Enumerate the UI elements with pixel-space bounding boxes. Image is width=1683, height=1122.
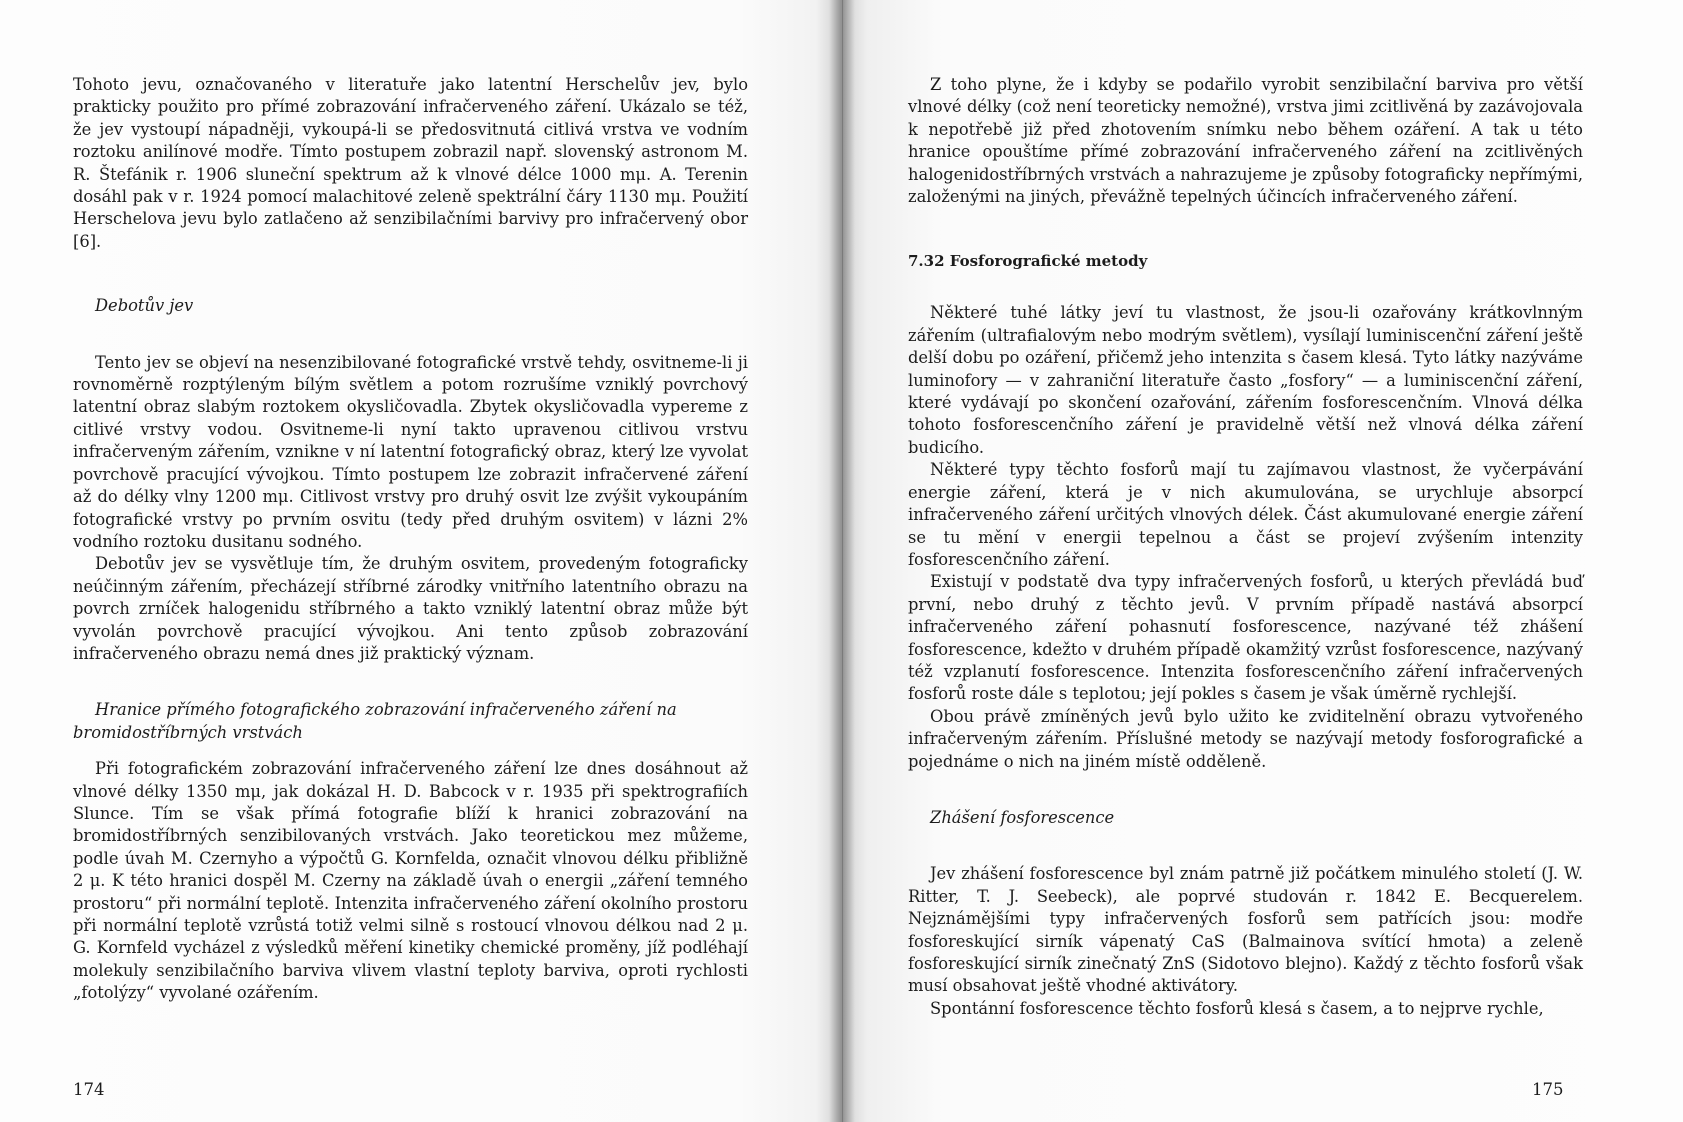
right-page-text <box>908 74 1583 1020</box>
page-number: 175 <box>1532 1080 1564 1099</box>
paragraph: Z toho plyne, že i kdyby se podařilo vyrobit senzibilační barviva pro větší vlnové délky (což není teoreticky nemožné), vrstva jimi zcitlivěná by zazávojovala k nepotřebě již před zhotovením snímku nebo během ozáření. A tak u této hranice opouštíme přímé zobrazování infračerveného záření na zcitlivěných halogenidostříbrných vrstvách a nahrazujeme je způsoby fotograficky nepřímými, založenými na jiných, převážně tepelných účincích infračerveného záření. <box>908 75 1583 207</box>
right-page <box>842 0 1683 1122</box>
paragraph: Existují v podstatě dva typy infračervených fosforů, u kterých převládá buď první, nebo druhý z těchto jevů. V prvním případě nastává absorpcí infračerveného záření pohasnutí fosforescence, nazývané též zhášení fosforescence, kdežto v druhém případě okamžitý vzrůst fosforescence, nazývaný též vzplanutí fosforescence. Intenzita fosforescenčního záření infračervených fosforů roste dále s teplotou; její pokles s časem je však úměrně rychlejší. <box>908 572 1583 704</box>
paragraph: Tohoto jevu, označovaného v literatuře jako latentní Herschelův jev, bylo prakticky použito pro přímé zobrazování infračerveného záření. Ukázalo se též, že jev vystoupí nápadněji, vykoupá-li se předosvitnutá citlivá vrstva ve vodním roztoku anilínové modře. Tímto postupem zobrazil např. slovenský astronom M. R. Štefánik r. 1906 sluneční spektrum až k vlnové délce 1000 mμ. A. Terenin dosáhl pak v r. 1924 pomocí malachitové zeleně spektrální čáry 1130 mμ. Použití Herschelova jevu bylo zatlačeno až senzibilačními barvivy pro infračervený obor [6]. <box>73 75 748 251</box>
left-page <box>0 0 841 1122</box>
section-title: Fosforografické metody <box>949 252 1148 271</box>
section-number: 7.32 <box>908 252 945 271</box>
paragraph: Spontánní fosforescence těchto fosforů klesá s časem, a to nejprve rychle, <box>930 998 1544 1018</box>
left-page-text <box>73 74 748 1005</box>
page-number: 174 <box>73 1080 105 1099</box>
paragraph: Debotův jev se vysvětluje tím, že druhým osvitem, provedeným fotograficky neúčinným zářením, přecházejí stříbrné zárodky vnitřního latentního obrazu na povrch zrníček halogenidu stříbrného a takto vzniklý latentní obraz může být vyvolán povrchově pracující vývojkou. Ani tento způsob zobrazování infračerveného obrazu nemá dnes již praktický význam. <box>73 554 748 663</box>
paragraph: Při fotografickém zobrazování infračerveného záření lze dnes dosáhnout až vlnové délky 1350 mμ, jak dokázal H. D. Babcock v r. 1935 při spektrografiích Slunce. Tím se však přímá fotografie blíží k hranici zobrazování na bromidostříbrných senzibilovaných vrstvách. Jako teoretickou mez můžeme, podle úvah M. Czernyho a výpočtů G. Kornfelda, označit vlnovou délku přibližně 2 μ. K této hranici dospěl M. Czerny na základě úvah o energii „záření temného prostoru“ při normální teplotě. Intenzita infračerveného záření okolního prostoru při normální teplotě vzrůstá totiž velmi silně s rostoucí vlnovou délkou nad 2 μ. G. Kornfeld vycházel z výsledků měření kinetiky chemické proměny, jíž podléhají molekuly senzibilačního barviva vlivem vlastní teploty barviva, oproti rychlosti „fotolýzy“ vyvolané ozářením. <box>73 759 748 1003</box>
paragraph: Některé tuhé látky jeví tu vlastnost, že jsou-li ozařovány krátkovlnným zářením (ultrafialovým nebo modrým světlem), vysílají luminiscenční záření ještě delší dobu po ozáření, přičemž jeho intenzita s časem klesá. Tyto látky nazýváme luminofory — v zahraniční literatuře často „fosfory“ — a luminiscenční záření, které vydávají po skončení ozařování, zářením fosforescenčním. Vlnová délka tohoto fosforescenčního záření je pravidelně větší než vlnová délka záření budicího. <box>908 303 1583 457</box>
subheading: Debotův jev <box>95 296 194 316</box>
section-heading <box>908 250 1583 272</box>
subheading: Hranice přímého fotografického zobrazování infračerveného záření na bromidostříbrných vrstvách <box>73 700 677 742</box>
paragraph: Některé typy těchto fosforů mají tu zajímavou vlastnost, že vyčerpávání energie záření, která je v nich akumulována, se urychluje absorpcí infračerveného záření určitých vlnových délek. Část akumulované energie záření se tu mění v energii tepelnou a část se projeví zvýšením intenzity fosforescenčního záření. <box>908 460 1583 569</box>
paragraph: Jev zhášení fosforescence byl znám patrně již počátkem minulého století (J. W. Ritter, T. J. Seebeck), ale poprvé studován r. 1842 E. Becquerelem. Nejznámějšími typy infračervených fosforů sem patřících jsou: modře fosforeskující sirník vápenatý CaS (Balmainova svítící hmota) a zeleně fosforeskující sirník zinečnatý ZnS (Sidotovo blejno). Každý z těchto fosforů však musí obsahovat ještě vhodné aktivátory. <box>908 864 1583 996</box>
paragraph: Tento jev se objeví na nesenzibilované fotografické vrstvě tehdy, osvitneme-li ji rovnoměrně rozptýleným bílým světlem a potom rozrušíme vzniklý povrchový latentní obraz slabým roztokem okysličovadla. Zbytek okysličovadla vypereme z citlivé vrstvy vodou. Osvitneme-li nyní takto upravenou citlivou vrstvu infračerveným zářením, vznikne v ní latentní fotografický obraz, který lze vyvolat povrchově pracující vývojkou. Tímto postupem lze zobrazit infračervené záření až do délky vlny 1200 mμ. Citlivost vrstvy pro druhý osvit lze zvýšit vykoupáním fotografické vrstvy po prvním osvitu (tedy před druhým osvitem) v lázni 2% vodního roztoku dusitanu sodného. <box>73 352 748 551</box>
book-gutter <box>829 0 855 1122</box>
paragraph: Obou právě zmíněných jevů bylo užito ke zviditelnění obrazu vytvořeného infračerveným zářením. Příslušné metody se nazývají metody fosforografické a pojednáme o nich na jiném místě odděleně. <box>908 706 1583 771</box>
subheading: Zhášení fosforescence <box>930 807 1115 827</box>
